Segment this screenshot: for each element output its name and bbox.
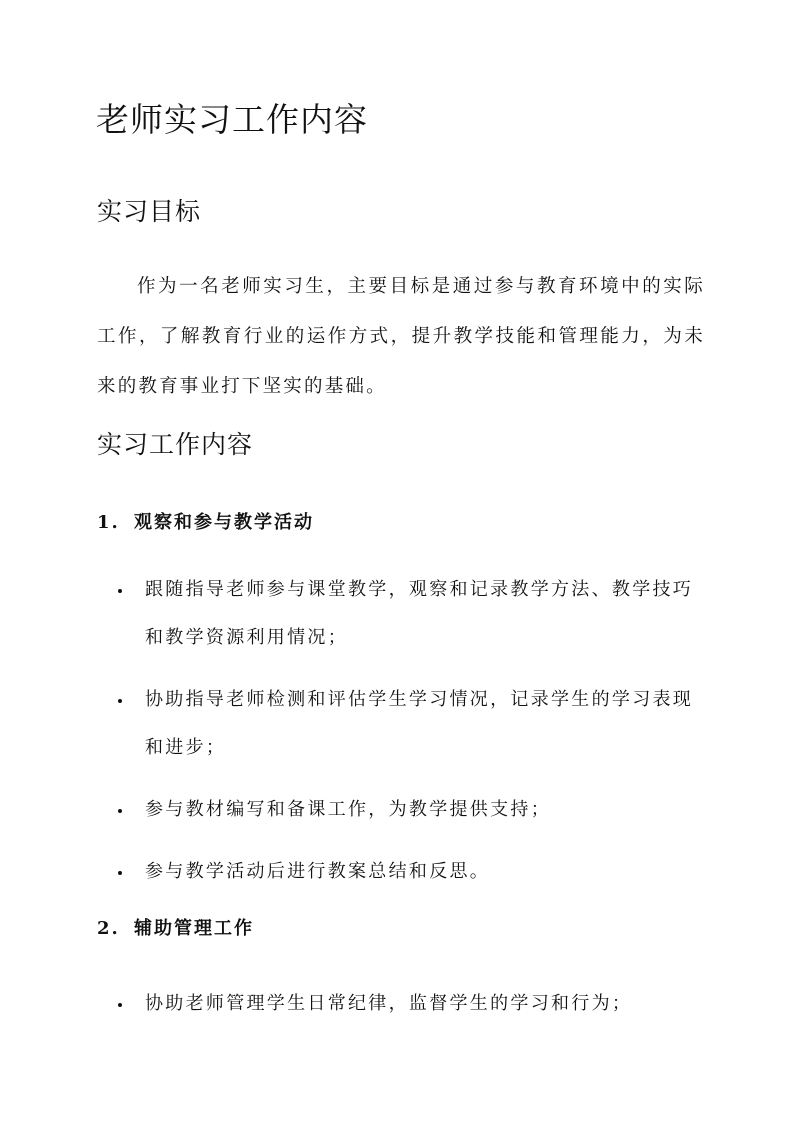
section-heading-content: 实习工作内容 [97, 430, 254, 459]
subsection-title: 观察和参与教学活动 [134, 512, 314, 533]
list-item [113, 786, 705, 834]
bullet-list-1 [113, 566, 705, 910]
goal-paragraph: 作为一名老师实习生，主要目标是通过参与教育环境中的实际工作，了解教育行业的运作方式，提升教学技能和管理能力，为未来的教育事业打下坚实的基础。 [97, 276, 705, 397]
bullet-icon [118, 589, 122, 593]
subsection-heading-2 [97, 914, 254, 944]
bullet-icon [118, 809, 122, 813]
section-heading-goal: 实习目标 [97, 197, 202, 226]
list-item [113, 566, 705, 662]
list-item [113, 848, 705, 896]
subsection-heading-1 [97, 508, 314, 538]
bullet-list-2 [113, 980, 705, 1042]
bullet-icon [118, 1003, 122, 1007]
list-item-text: 协助指导老师检测和评估学生学习情况，记录学生的学习表现和进步； [145, 689, 694, 758]
list-item [113, 980, 705, 1028]
list-item-text: 参与教学活动后进行教案总结和反思。 [145, 861, 491, 882]
subsection-title: 辅助管理工作 [134, 918, 254, 939]
subsection-number: 2. [97, 918, 120, 939]
list-item-text: 参与教材编写和备课工作，为教学提供支持； [145, 799, 551, 820]
list-item-text: 协助老师管理学生日常纪律，监督学生的学习和行为； [145, 993, 633, 1014]
bullet-icon [118, 699, 122, 703]
list-item-text: 跟随指导老师参与课堂教学，观察和记录教学方法、教学技巧和教学资源利用情况； [145, 579, 694, 648]
bullet-icon [118, 871, 122, 875]
document-title: 老师实习工作内容 [96, 100, 368, 139]
list-item [113, 676, 705, 772]
subsection-number: 1. [97, 512, 120, 533]
